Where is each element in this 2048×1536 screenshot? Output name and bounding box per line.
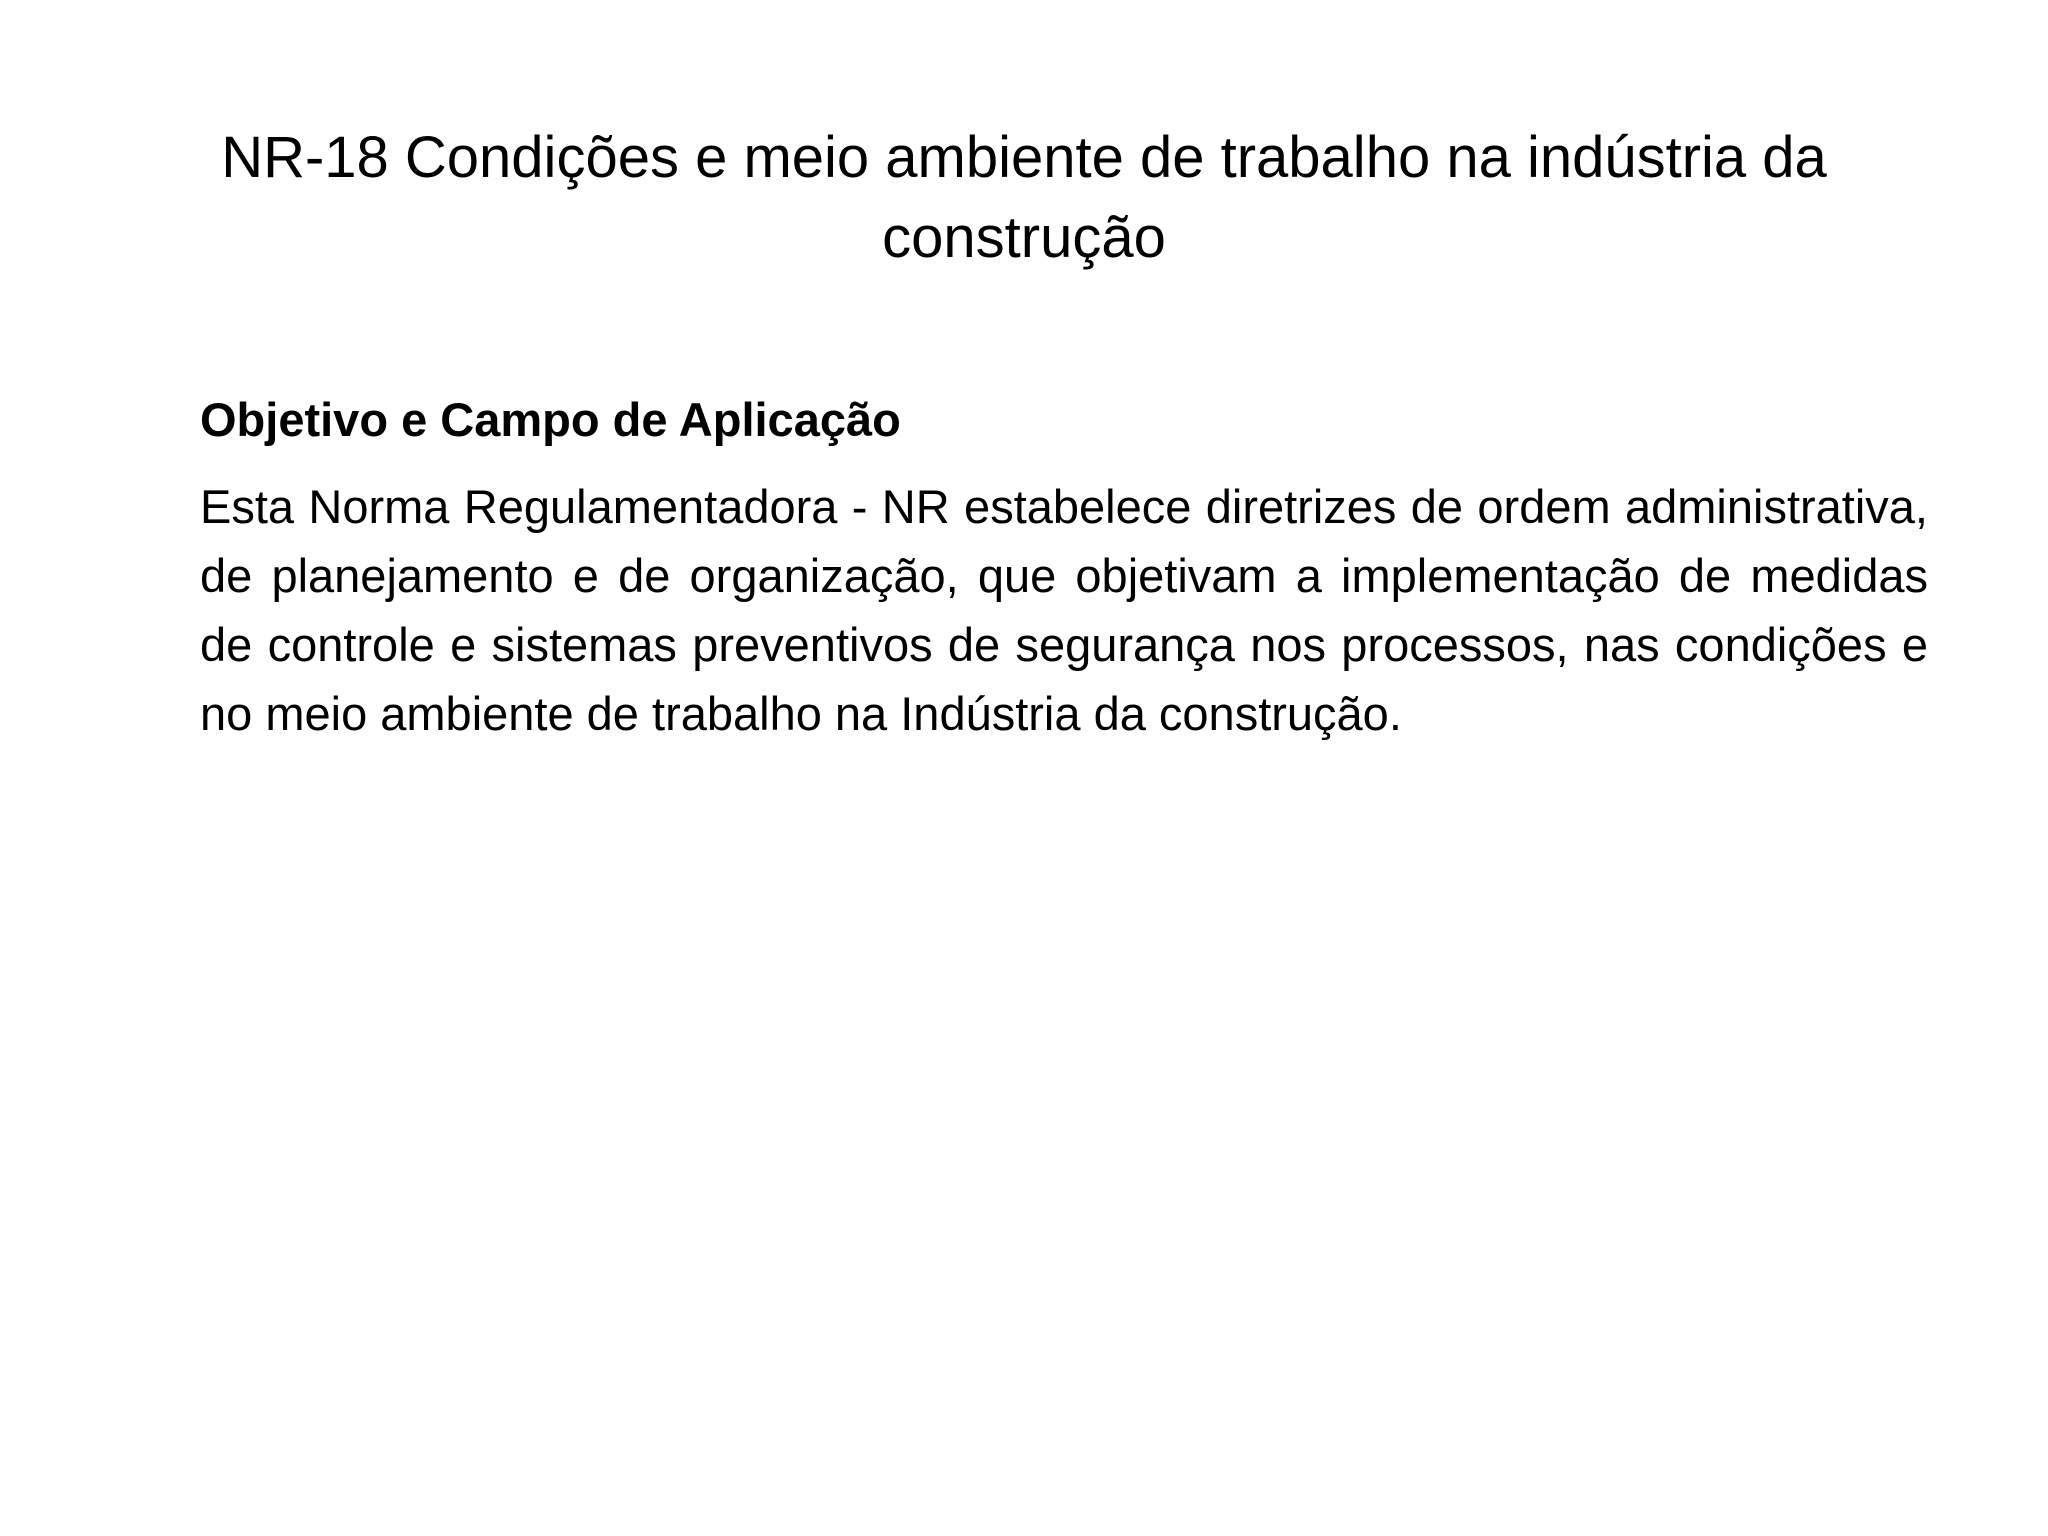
section-heading: Objetivo e Campo de Aplicação	[200, 393, 901, 446]
slide-title: NR-18 Condições e meio ambiente de trabalho na indústria da construção	[221, 125, 1827, 270]
slide-content	[200, 388, 1928, 748]
section-paragraph: Esta Norma Regulamentadora - NR estabelece diretrizes de ordem administrativa, de planejamento e de organização, que objetivam a implementação de medidas de controle e sistemas preventivos de segurança nos processos, nas condições e no meio ambiente de trabalho na Indústria da construção.	[200, 480, 1928, 740]
